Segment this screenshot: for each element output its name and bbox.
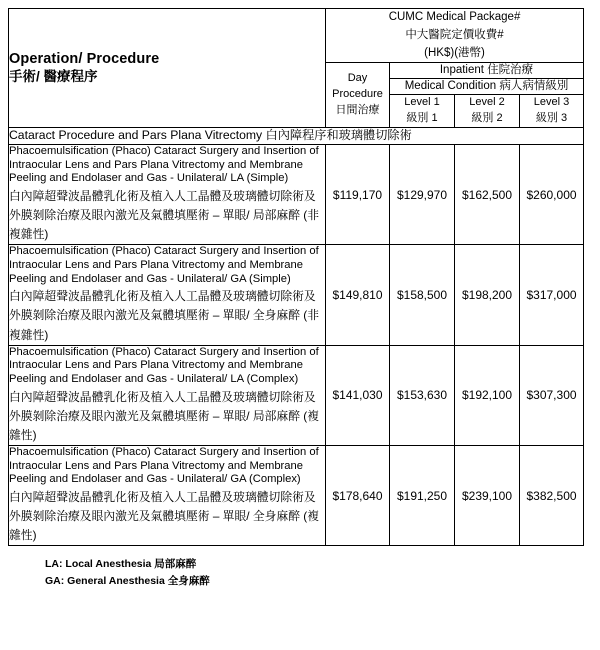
header-operation-procedure xyxy=(9,9,326,128)
header-inpatient: Inpatient 住院治療 xyxy=(390,63,584,79)
header-day-procedure-zh: 日間治療 xyxy=(335,104,380,117)
procedure-description-en: Phacoemulsification (Phaco) Cataract Surgery and Insertion of Intraocular Lens and Pars Plana Vitrectomy and Membrane Peeling and Endolaser and Gas - Unilateral/ GA (Simple) xyxy=(9,245,319,285)
price-level-3: $260,000 xyxy=(520,145,584,245)
header-level-1 xyxy=(390,95,455,128)
footnote-la: LA: Local Anesthesia 局部麻醉 xyxy=(45,558,197,570)
header-level-1-zh: 級別 1 xyxy=(406,112,438,125)
price-day-procedure: $149,810 xyxy=(326,245,390,345)
header-level-1-en: Level 1 xyxy=(404,96,440,109)
header-level-3 xyxy=(520,95,584,128)
header-medical-condition: Medical Condition 病人病情級別 xyxy=(390,79,584,95)
price-level-1: $153,630 xyxy=(390,345,455,445)
footnote-ga: GA: General Anesthesia 全身麻醉 xyxy=(45,575,210,588)
price-day-procedure: $178,640 xyxy=(326,445,390,545)
procedure-description-zh: 白內障超聲波晶體乳化術及植入人工晶體及玻璃體切除術及外膜剝除治療及眼內激光及氣體填壓術 – 單眼/ 全身麻醉 (複雜性) xyxy=(9,489,320,543)
header-level-2-zh: 級別 2 xyxy=(471,112,503,125)
table-row xyxy=(9,245,584,345)
header-package-line2: 中大醫院定價收費# xyxy=(405,28,504,41)
header-package-line1: CUMC Medical Package# xyxy=(388,11,521,23)
price-level-2: $192,100 xyxy=(455,345,520,445)
table-row xyxy=(9,445,584,545)
table-row xyxy=(9,145,584,245)
price-level-1: $129,970 xyxy=(390,145,455,245)
price-day-procedure: $141,030 xyxy=(326,345,390,445)
procedure-description xyxy=(9,345,326,445)
procedure-description xyxy=(9,145,326,245)
header-level-2 xyxy=(455,95,520,128)
procedure-description-zh: 白內障超聲波晶體乳化術及植入人工晶體及玻璃體切除術及外膜剝除治療及眼內激光及氣體填壓術 – 單眼/ 局部麻醉 (複雜性) xyxy=(9,389,320,442)
table-row xyxy=(9,345,584,445)
price-level-2: $239,100 xyxy=(455,445,520,545)
header-operation-en: Operation/ Procedure xyxy=(9,51,160,68)
header-row-package xyxy=(9,9,584,63)
price-level-1: $158,500 xyxy=(390,245,455,345)
procedure-description-zh: 白內障超聲波晶體乳化術及植入人工晶體及玻璃體切除術及外膜剝除治療及眼內激光及氣體填壓術 – 單眼/ 全身麻醉 (非複雜性) xyxy=(9,289,320,342)
price-level-1: $191,250 xyxy=(390,445,455,545)
header-cumc-medical-package xyxy=(326,9,584,63)
header-level-2-en: Level 2 xyxy=(469,96,505,109)
procedure-description xyxy=(9,245,326,345)
price-level-3: $382,500 xyxy=(520,445,584,545)
procedure-description-en: Phacoemulsification (Phaco) Cataract Surgery and Insertion of Intraocular Lens and Pars Plana Vitrectomy and Membrane Peeling and Endolaser and Gas - Unilateral/ LA (Simple) xyxy=(9,145,319,185)
price-level-3: $307,300 xyxy=(520,345,584,445)
header-package-line3: (HK$)(港幣) xyxy=(424,46,485,59)
price-day-procedure: $119,170 xyxy=(326,145,390,245)
price-level-2: $198,200 xyxy=(455,245,520,345)
medical-fee-table xyxy=(8,8,584,546)
procedure-description-zh: 白內障超聲波晶體乳化術及植入人工晶體及玻璃體切除術及外膜剝除治療及眼內激光及氣體填壓術 – 單眼/ 局部麻醉 (非複雜性) xyxy=(9,189,320,242)
section-header-row xyxy=(9,128,584,145)
header-level-3-en: Level 3 xyxy=(533,96,570,109)
procedure-description xyxy=(9,445,326,545)
header-level-3-zh: 級別 3 xyxy=(535,112,568,125)
price-level-3: $317,000 xyxy=(520,245,584,345)
section-title: Cataract Procedure and Pars Plana Vitrectomy 白內障程序和玻璃體切除術 xyxy=(9,128,584,145)
header-day-procedure-en: Day Procedure xyxy=(332,72,383,101)
header-day-procedure xyxy=(326,63,390,128)
header-operation-zh: 手術/ 醫療程序 xyxy=(9,69,98,85)
procedure-description-en: Phacoemulsification (Phaco) Cataract Surgery and Insertion of Intraocular Lens and Pars Plana Vitrectomy and Membrane Peeling and Endolaser and Gas - Unilateral/ GA (Complex) xyxy=(9,445,319,486)
procedure-description-en: Phacoemulsification (Phaco) Cataract Surgery and Insertion of Intraocular Lens and Pars Plana Vitrectomy and Membrane Peeling and Endolaser and Gas - Unilateral/ LA (Complex) xyxy=(9,345,319,385)
price-level-2: $162,500 xyxy=(455,145,520,245)
footnotes xyxy=(45,556,210,591)
